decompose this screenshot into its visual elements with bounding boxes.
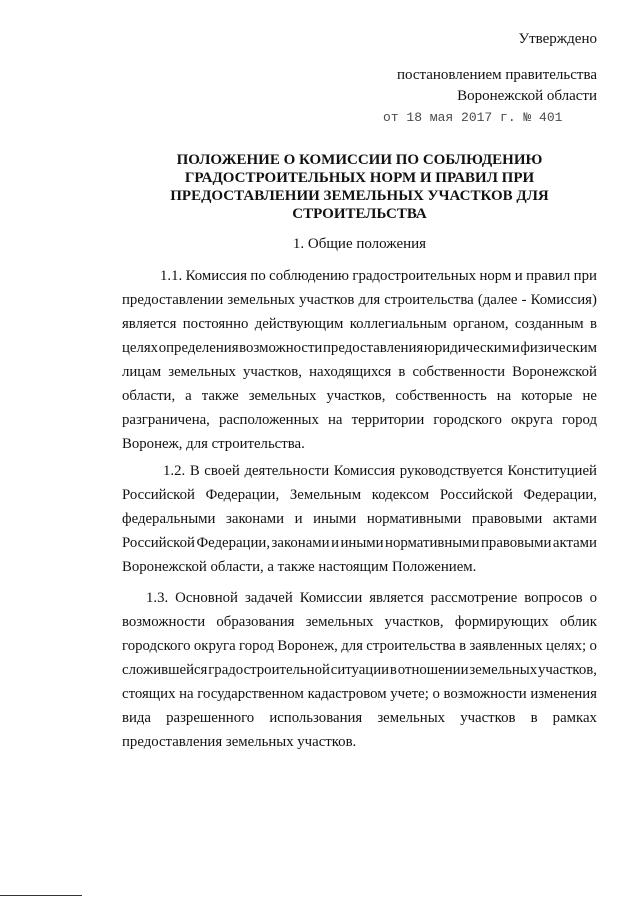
- paragraph-1-3: [122, 586, 597, 754]
- text-line: [122, 312, 597, 336]
- word: на: [327, 412, 343, 428]
- document-title: [122, 151, 597, 223]
- title-line: ПРЕДОСТАВЛЕНИИ ЗЕМЕЛЬНЫХ УЧАСТКОВ ДЛЯ: [170, 188, 549, 204]
- word: о: [589, 638, 597, 654]
- word: городского: [122, 638, 191, 654]
- word: федеральными: [122, 511, 216, 527]
- word: сложившейся: [122, 662, 208, 678]
- approval-authority: постановлением правительства: [396, 67, 597, 83]
- word: нормативными: [385, 535, 480, 551]
- word: органом,: [453, 316, 509, 332]
- word: в: [459, 638, 467, 654]
- text-line: [122, 706, 597, 730]
- word: постоянно: [182, 316, 249, 332]
- approval-region: Воронежской области: [457, 88, 597, 104]
- word: Федерации,: [523, 487, 597, 503]
- word: государственном: [197, 686, 304, 702]
- word: земельных: [377, 710, 446, 726]
- word: актами: [552, 535, 597, 551]
- text-line: [122, 408, 597, 432]
- word: кодексом: [371, 487, 430, 503]
- scan-edge-line: [0, 895, 82, 896]
- word: участков,: [243, 364, 302, 380]
- word: расположенных: [219, 412, 319, 428]
- word: является: [122, 316, 177, 332]
- word: 1.2.: [163, 463, 186, 479]
- word: Комиссия: [185, 268, 248, 284]
- word: предоставления: [323, 340, 424, 356]
- word: актами: [552, 511, 597, 527]
- word: Российской: [122, 535, 195, 551]
- word: юридическим: [423, 340, 512, 356]
- word: определения: [158, 340, 239, 356]
- word: земельных: [248, 388, 317, 404]
- word: норм: [479, 268, 512, 284]
- word: Российской: [122, 487, 195, 503]
- word: участков,: [326, 388, 386, 404]
- word: собственности: [412, 364, 506, 380]
- word: а: [185, 388, 192, 404]
- text-line: Воронежской области, а также настоящим Положением.: [122, 559, 477, 575]
- word: целях;: [545, 638, 587, 654]
- word: возможности: [122, 614, 206, 630]
- decree-date-number: от 18 мая 2017 г. № 401: [383, 110, 563, 125]
- word: -: [521, 292, 527, 308]
- word: задачей: [244, 590, 293, 606]
- word: территории: [351, 412, 425, 428]
- paragraph-1-1: [122, 264, 597, 456]
- word: земельных: [227, 292, 296, 308]
- section-heading: 1. Общие положения: [292, 236, 427, 252]
- text-line: [122, 483, 597, 507]
- text-line: [122, 531, 597, 555]
- word: Воронеж,: [277, 638, 338, 654]
- word: Комиссия): [530, 292, 597, 308]
- word: В: [189, 463, 200, 479]
- word: физическим: [520, 340, 597, 356]
- word: Конституцией: [507, 463, 597, 479]
- approval-label: Утверждено: [518, 31, 597, 47]
- word: лицам: [122, 364, 162, 380]
- word: в: [590, 316, 597, 332]
- word: для: [358, 292, 381, 308]
- word: возможности: [443, 686, 527, 702]
- word: участков,: [537, 662, 597, 678]
- word: правовыми: [471, 511, 543, 527]
- word: Федерации,: [196, 535, 271, 551]
- word: Комиссии: [299, 590, 363, 606]
- word: использования: [269, 710, 363, 726]
- text-line: [122, 507, 597, 531]
- word: при: [573, 268, 597, 284]
- word: по: [250, 268, 266, 284]
- word: рассмотрение: [430, 590, 518, 606]
- word: Земельным: [289, 487, 362, 503]
- word: также: [201, 388, 239, 404]
- word: деятельности: [244, 463, 330, 479]
- word: правовыми: [481, 535, 552, 551]
- word: своей: [204, 463, 240, 479]
- word: в: [398, 364, 406, 380]
- text-line: [122, 610, 597, 634]
- word: созданным: [514, 316, 584, 332]
- word: вида: [122, 710, 152, 726]
- word: участков: [460, 710, 516, 726]
- word: округа: [193, 638, 236, 654]
- text-line: [122, 658, 597, 682]
- word: не: [582, 388, 597, 404]
- word: соблюдению: [269, 268, 349, 284]
- word: на: [496, 388, 512, 404]
- word: возможности: [239, 340, 323, 356]
- word: облик: [559, 614, 597, 630]
- word: законами: [271, 535, 330, 551]
- word: градостроительных: [352, 268, 477, 284]
- text-line: предоставления земельных участков.: [122, 734, 357, 750]
- word: город: [561, 412, 597, 428]
- word: ситуации: [330, 662, 390, 678]
- word: действующим: [254, 316, 344, 332]
- word: формирующих: [454, 614, 549, 630]
- word: участков,: [384, 614, 444, 630]
- word: разрешенного: [166, 710, 255, 726]
- word: (далее: [477, 292, 518, 308]
- word: учете;: [390, 686, 429, 702]
- word: округа: [511, 412, 553, 428]
- word: на: [179, 686, 194, 702]
- word: предоставлении: [122, 292, 224, 308]
- text-line: [122, 336, 597, 360]
- word: земельных: [305, 614, 374, 630]
- paragraph-1-2: [122, 459, 597, 579]
- word: правил: [526, 268, 571, 284]
- word: области,: [122, 388, 176, 404]
- word: земельных: [469, 662, 538, 678]
- text-line: [160, 264, 597, 288]
- word: 1.1.: [160, 268, 183, 284]
- word: о: [432, 686, 440, 702]
- word: собственность: [395, 388, 487, 404]
- word: и: [331, 535, 339, 551]
- text-line: [163, 459, 597, 483]
- word: изменения: [530, 686, 597, 702]
- word: городского: [433, 412, 502, 428]
- word: которые: [521, 388, 573, 404]
- word: находящихся: [309, 364, 392, 380]
- word: коллегиальным: [349, 316, 447, 332]
- word: и: [511, 340, 520, 356]
- word: иными: [340, 535, 384, 551]
- word: заявленных: [469, 638, 543, 654]
- word: Российской: [439, 487, 513, 503]
- word: город: [239, 638, 275, 654]
- word: и: [294, 511, 303, 527]
- word: в: [389, 662, 397, 678]
- text-line: Воронеж, для строительства.: [122, 436, 305, 452]
- word: градостроительной: [208, 662, 330, 678]
- text-line: [122, 288, 597, 312]
- word: земельных: [168, 364, 236, 380]
- text-line: [122, 682, 597, 706]
- word: законами: [226, 511, 285, 527]
- word: отношении: [397, 662, 469, 678]
- word: участков: [299, 292, 355, 308]
- text-line: [122, 360, 597, 384]
- word: рамках: [552, 710, 597, 726]
- word: стоящих: [122, 686, 176, 702]
- word: целях: [122, 340, 159, 356]
- text-line: [122, 384, 597, 408]
- word: вопросов: [524, 590, 583, 606]
- word: в: [530, 710, 538, 726]
- title-line: ПОЛОЖЕНИЕ О КОМИССИИ ПО СОБЛЮДЕНИЮ: [176, 152, 543, 168]
- word: Основной: [175, 590, 238, 606]
- word: иными: [313, 511, 357, 527]
- title-line: СТРОИТЕЛЬСТВА: [292, 206, 427, 222]
- word: строительства: [366, 638, 456, 654]
- word: строительства: [384, 292, 474, 308]
- word: для: [341, 638, 363, 654]
- word: о: [589, 590, 597, 606]
- word: разграничена,: [122, 412, 210, 428]
- word: Федерации,: [205, 487, 280, 503]
- word: руководствуется: [399, 463, 503, 479]
- word: образования: [216, 614, 295, 630]
- word: и: [514, 268, 523, 284]
- word: 1.3.: [146, 590, 169, 606]
- word: кадастровом: [307, 686, 387, 702]
- word: нормативными: [366, 511, 462, 527]
- title-line: ГРАДОСТРОИТЕЛЬНЫХ НОРМ И ПРАВИЛ ПРИ: [184, 170, 535, 186]
- word: Воронежской: [512, 364, 597, 380]
- text-line: [122, 634, 597, 658]
- text-line: [146, 586, 597, 610]
- word: является: [369, 590, 424, 606]
- word: Комиссия: [333, 463, 396, 479]
